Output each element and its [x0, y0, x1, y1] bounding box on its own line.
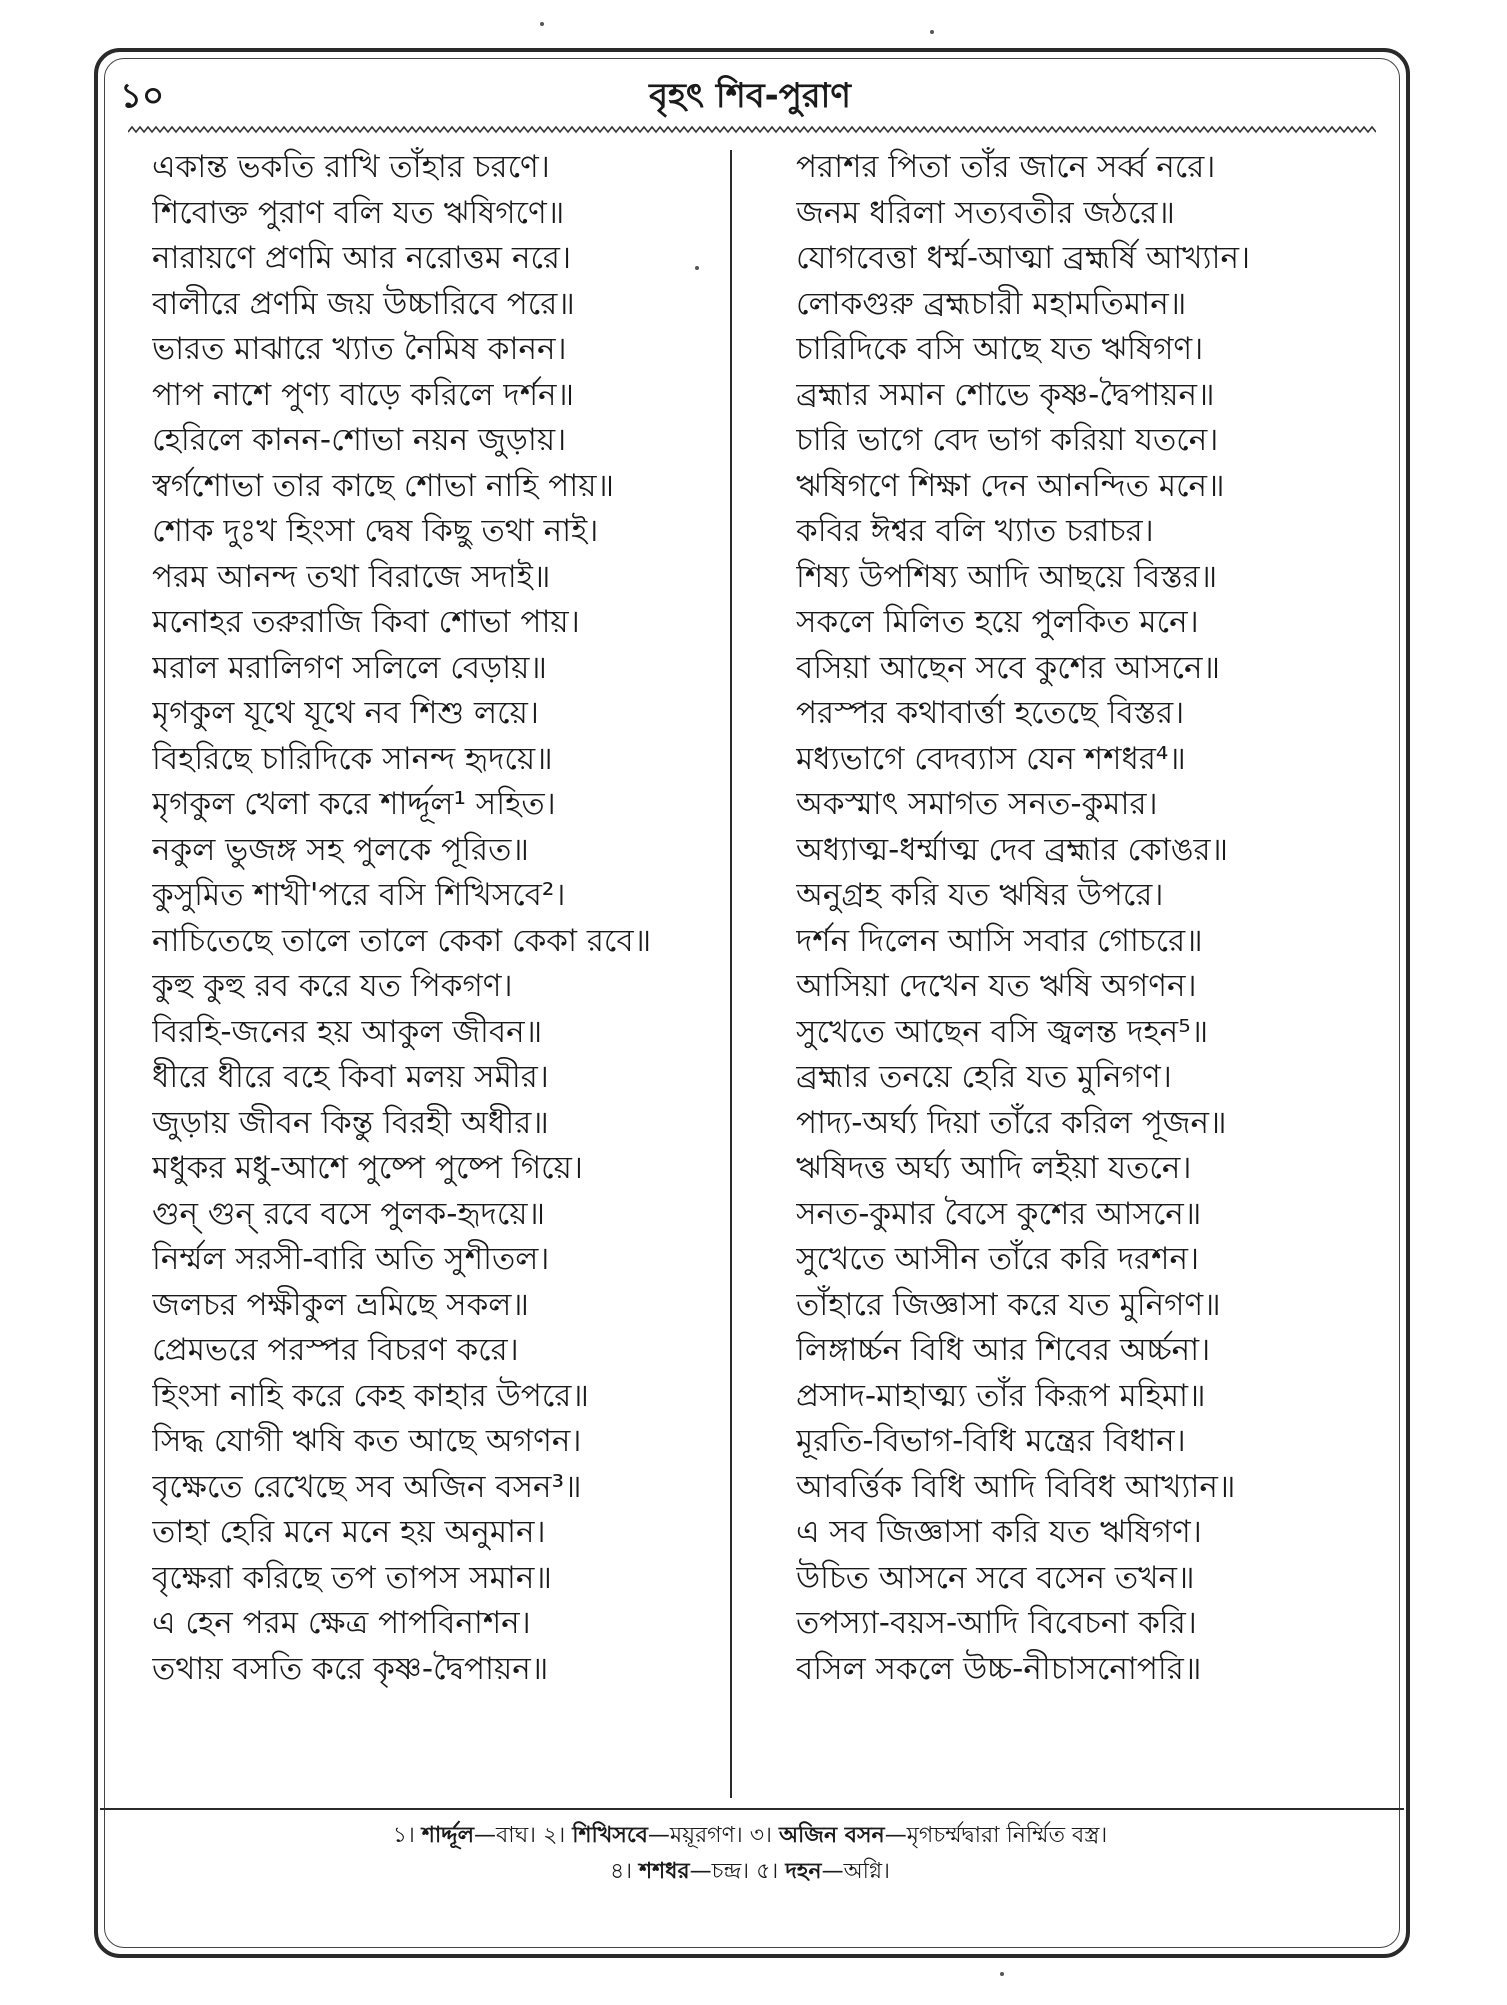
footnote-term: অজিন বসন	[778, 1823, 885, 1848]
right-verse-line: মধ্যভাগে বেদব্যাস যেন শশধর⁴॥	[796, 740, 1186, 777]
right-verse-line: অনুগ্রহ করি যত ঋষির উপরে।	[796, 877, 1164, 913]
left-verse-line: কুসুমিত শাখী'পরে বসি শিখিসবে²।	[152, 877, 566, 913]
right-verse-line: সকলে মিলিত হয়ে পুলকিত মনে।	[796, 604, 1199, 640]
page-header	[120, 66, 1380, 122]
left-verse-line: বালীরে প্রণমি জয় উচ্চারিবে পরে॥	[152, 285, 575, 322]
right-verse-line: চারি ভাগে বেদ ভাগ করিয়া যতনে।	[796, 422, 1219, 458]
right-verse-line: তাঁহারে জিজ্ঞাসা করে যত মুনিগণ॥	[796, 1286, 1221, 1323]
footnote-meaning: —চন্দ্র।	[689, 1859, 750, 1884]
left-verse-line: নির্ম্মল সরসী-বারি অতি সুশীতল।	[152, 1241, 550, 1277]
footnote-meaning: —অগ্নি।	[821, 1859, 890, 1884]
left-verse-line: বিরহি-জনের হয় আকুল জীবন॥	[152, 1013, 543, 1050]
footnote-entry	[750, 1823, 1107, 1848]
left-verse-line: মধুকর মধু-আশে পুষ্পে পুষ্পে গিয়ে।	[152, 1150, 583, 1186]
left-verse-line: মরাল মরালিগণ সলিলে বেড়ায়॥	[152, 649, 547, 686]
right-verse-line: অকস্মাৎ সমাগত সনত-কুমার।	[796, 786, 1158, 822]
left-verse-line: স্বর্গশোভা তার কাছে শোভা নাহি পায়॥	[152, 467, 615, 504]
right-verse-line: পরস্পর কথাবার্ত্তা হতেছে বিস্তর।	[796, 695, 1185, 731]
right-verse-line: ঋষিগণে শিক্ষা দেন আনন্দিত মনে॥	[796, 467, 1225, 504]
right-verse-line: ব্রহ্মার তনয়ে হেরি যত মুনিগণ।	[796, 1059, 1172, 1095]
verse-columns	[130, 145, 1378, 1795]
left-verse-line: মনোহর তরুরাজি কিবা শোভা পায়।	[152, 604, 580, 640]
left-verse-line: ভারত মাঝারে খ্যাত নৈমিষ কানন।	[152, 331, 567, 367]
left-verse-line: নকুল ভুজঙ্গ সহ পুলকে পূরিত॥	[152, 831, 529, 868]
scan-speck	[695, 266, 699, 270]
left-verse-line: সিদ্ধ যোগী ঋষি কত আছে অগণন।	[152, 1423, 582, 1459]
footnotes	[120, 1818, 1380, 1890]
right-verse-line: অধ্যাত্ম-ধর্ম্মাত্ম দেব ব্রহ্মার কোঙর॥	[796, 831, 1229, 868]
footnote-entry	[543, 1823, 743, 1848]
left-verse-line: শোক দুঃখ হিংসা দ্বেষ কিছু তথা নাই।	[152, 513, 599, 549]
footnote-term: শিখিসবে	[572, 1823, 648, 1848]
footnote-meaning: —ময়ূরগণ।	[647, 1823, 743, 1848]
footnote-line-2	[120, 1854, 1380, 1890]
footnote-term: দহন	[785, 1859, 822, 1884]
footnote-entry	[393, 1823, 536, 1848]
left-verse-line: বৃক্ষেরা করিছে তপ তাপস সমান॥	[152, 1559, 552, 1596]
footnote-number: ৪।	[609, 1859, 633, 1884]
footnote-number: ২।	[543, 1823, 566, 1848]
left-verse-line: প্রেমভরে পরস্পর বিচরণ করে।	[152, 1332, 519, 1368]
left-verse-line: শিবোক্ত পুরাণ বলি যত ঋষিগণে॥	[152, 194, 565, 231]
wavy-header-rule	[128, 124, 1376, 140]
left-verse-line: এ হেন পরম ক্ষেত্র পাপবিনাশন।	[152, 1605, 531, 1641]
right-verse-column	[796, 145, 1396, 1692]
footnote-entry	[610, 1859, 749, 1884]
left-verse-line: পাপ নাশে পুণ্য বাড়ে করিলে দর্শন॥	[152, 376, 575, 413]
left-verse-line: হিংসা নাহি করে কেহ কাহার উপরে॥	[152, 1377, 589, 1414]
left-verse-column	[152, 145, 752, 1692]
left-verse-line: নাচিতেছে তালে তালে কেকা কেকা রবে॥	[152, 922, 652, 959]
right-verse-line: পাদ্য-অর্ঘ্য দিয়া তাঁরে করিল পূজন॥	[796, 1104, 1227, 1141]
right-verse-line: পরাশর পিতা তাঁর জানে সর্ব্ব নরে।	[796, 149, 1216, 185]
footnote-term: শার্দ্দূল	[421, 1823, 474, 1848]
footnote-number: ১।	[392, 1823, 415, 1848]
left-verse-line: বৃক্ষেতে রেখেছে সব অজিন বসন³॥	[152, 1468, 582, 1505]
right-verse-line: বসিল সকলে উচ্চ-নীচাসনোপরি॥	[796, 1650, 1202, 1687]
footnote-term: শশধর	[639, 1859, 690, 1884]
footnote-meaning: —মৃগচর্ম্মদ্বারা নির্ম্মিত বস্ত্র।	[884, 1823, 1108, 1848]
right-verse-line: লোকগুরু ব্রহ্মচারী মহামতিমান॥	[796, 285, 1187, 322]
right-verse-line: মূরতি-বিভাগ-বিধি মন্ত্রের বিধান।	[796, 1423, 1186, 1459]
right-verse-line: দর্শন দিলেন আসি সবার গোচরে॥	[796, 922, 1203, 959]
footnote-meaning: —বাঘ।	[473, 1823, 537, 1848]
scan-speck	[1000, 1972, 1004, 1976]
right-verse-line: ঋষিদত্ত অর্ঘ্য আদি লইয়া যতনে।	[796, 1150, 1192, 1186]
footnote-number: ৫।	[756, 1859, 779, 1884]
right-verse-line: ব্রহ্মার সমান শোভে কৃষ্ণ-দ্বৈপায়ন॥	[796, 376, 1215, 413]
right-verse-line: এ সব জিজ্ঞাসা করি যত ঋষিগণ।	[796, 1514, 1202, 1550]
left-verse-line: নারায়ণে প্রণমি আর নরোত্তম নরে।	[152, 240, 572, 276]
right-verse-line: সনত-কুমার বৈসে কুশের আসনে॥	[796, 1195, 1202, 1232]
footnote-line-1	[120, 1818, 1380, 1854]
footnote-divider	[100, 1808, 1404, 1810]
left-verse-line: তথায় বসতি করে কৃষ্ণ-দ্বৈপায়ন॥	[152, 1650, 549, 1687]
page-number: ১০	[120, 76, 165, 116]
left-verse-line: বিহরিছে চারিদিকে সানন্দ হৃদয়ে॥	[152, 740, 553, 777]
right-verse-line: লিঙ্গার্চ্চন বিধি আর শিবের অর্চ্চনা।	[796, 1332, 1211, 1368]
right-verse-line: কবির ঈশ্বর বলি খ্যাত চরাচর।	[796, 513, 1154, 549]
left-verse-line: তাহা হেরি মনে মনে হয় অনুমান।	[152, 1514, 546, 1550]
column-divider	[730, 150, 732, 1798]
footnote-number: ৩।	[749, 1823, 772, 1848]
left-verse-line: জুড়ায় জীবন কিন্তু বিরহী অধীর॥	[152, 1104, 549, 1141]
right-verse-line: উচিত আসনে সবে বসেন তখন॥	[796, 1559, 1195, 1596]
right-verse-line: চারিদিকে বসি আছে যত ঋষিগণ।	[796, 331, 1204, 367]
left-verse-line: জলচর পক্ষীকুল ভ্রমিছে সকল॥	[152, 1286, 529, 1323]
book-title: বৃহৎ শিব-পুরাণ	[649, 76, 851, 116]
right-verse-line: শিষ্য উপশিষ্য আদি আছয়ে বিস্তর॥	[796, 558, 1218, 595]
left-verse-line: মৃগকুল যূথে যূথে নব শিশু লয়ে।	[152, 695, 539, 731]
left-verse-line: হেরিলে কানন-শোভা নয়ন জুড়ায়।	[152, 422, 567, 458]
scan-speck	[930, 30, 934, 34]
left-verse-line: একান্ত ভকতি রাখি তাঁহার চরণে।	[152, 149, 550, 185]
right-verse-line: সুখেতে আসীন তাঁরে করি দরশন।	[796, 1241, 1200, 1277]
right-verse-line: তপস্যা-বয়স-আদি বিবেচনা করি।	[796, 1605, 1197, 1641]
right-verse-line: আবর্ত্তিক বিধি আদি বিবিধ আখ্যান॥	[796, 1468, 1236, 1505]
left-verse-line: পরম আনন্দ তথা বিরাজে সদাই॥	[152, 558, 551, 595]
right-verse-line: যোগবেত্তা ধর্ম্ম-আত্মা ব্রহ্মর্ষি আখ্যান।	[796, 240, 1251, 276]
left-verse-line: মৃগকুল খেলা করে শার্দ্দূল¹ সহিত।	[152, 786, 556, 822]
right-verse-line: বসিয়া আছেন সবে কুশের আসনে॥	[796, 649, 1221, 686]
scan-speck	[540, 22, 544, 26]
left-verse-line: ধীরে ধীরে বহে কিবা মলয় সমীর।	[152, 1059, 549, 1095]
right-verse-line: সুখেতে আছেন বসি জ্বলন্ত দহন⁵॥	[796, 1013, 1209, 1050]
right-verse-line: জনম ধরিলা সত্যবতীর জঠরে॥	[796, 194, 1175, 231]
right-verse-line: আসিয়া দেখেন যত ঋষি অগণন।	[796, 968, 1197, 1004]
footnote-entry	[756, 1859, 890, 1884]
right-verse-line: প্রসাদ-মাহাত্ম্য তাঁর কিরূপ মহিমা॥	[796, 1377, 1206, 1414]
left-verse-line: কুহু কুহু রব করে যত পিকগণ।	[152, 968, 513, 1004]
left-verse-line: গুন্ গুন্ রবে বসে পুলক-হৃদয়ে॥	[152, 1195, 546, 1232]
